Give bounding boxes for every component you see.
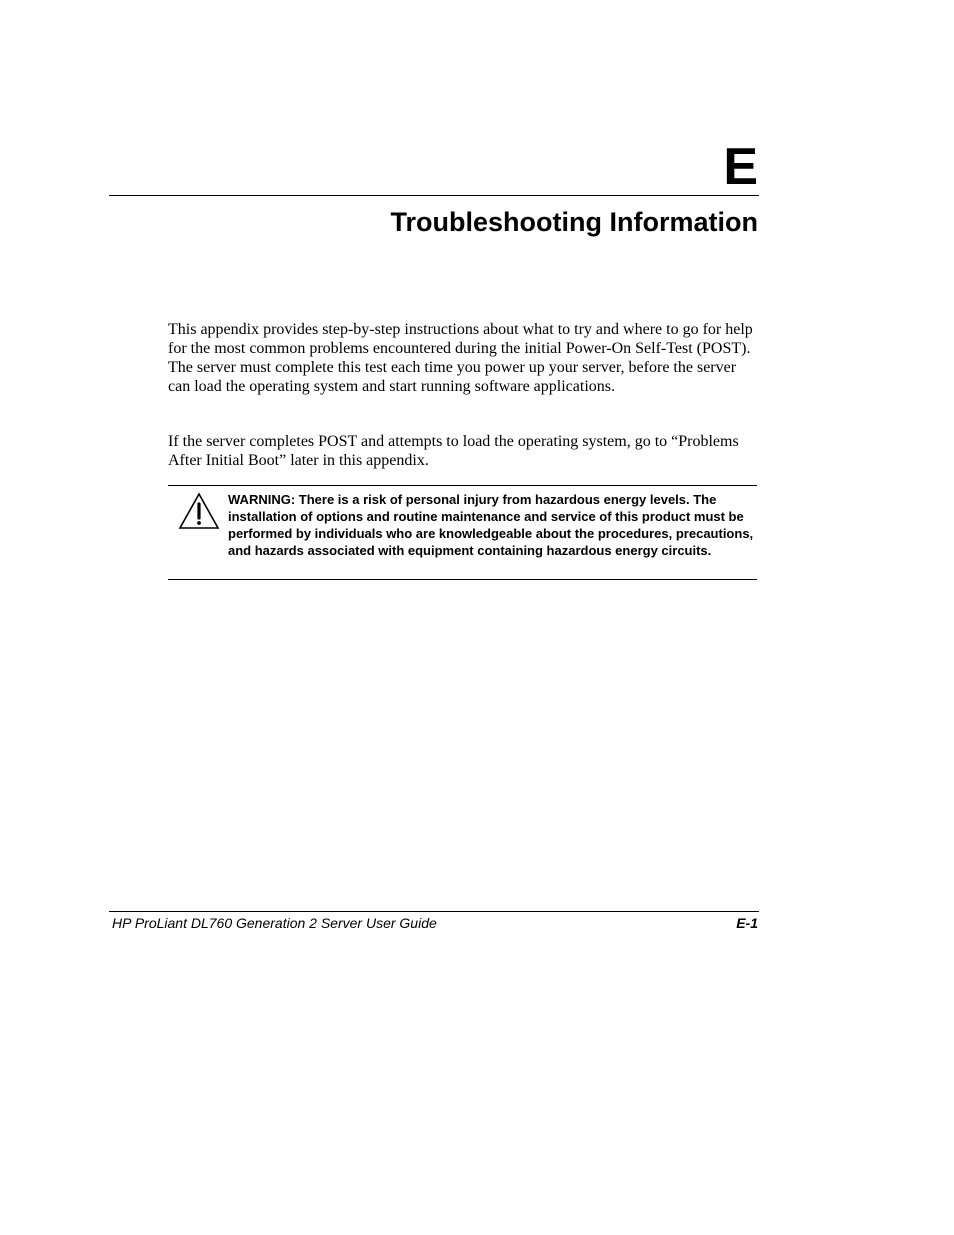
warning-callout [168,485,757,580]
footer-page-number: E-1 [736,915,758,931]
warning-triangle-icon [177,491,221,531]
warning-text: WARNING: There is a risk of personal injury from hazardous energy levels. The installation of options and routine maintenance and service of this product must be performed by individuals who are knowledgeable about the procedures, precautions, and hazards associated with equipment containing hazardous energy circuits. [228,492,754,558]
post-paragraph: If the server completes POST and attempts to load the operating system, go to “Problems After Initial Boot” later in this appendix. [168,433,739,469]
intro-paragraph: This appendix provides step-by-step instructions about what to try and where to go for help for the most common problems encountered during the initial Power-On Self-Test (POST). The server must complete this test each time you power up your server, before the server can load the operating system and start running software applications. [168,321,753,395]
chapter-letter: E [723,138,758,196]
footer-document-title: HP ProLiant DL760 Generation 2 Server User Guide [112,915,437,931]
chapter-title: Troubleshooting Information [390,207,758,237]
chapter-divider [109,195,759,196]
footer-divider [109,911,759,912]
